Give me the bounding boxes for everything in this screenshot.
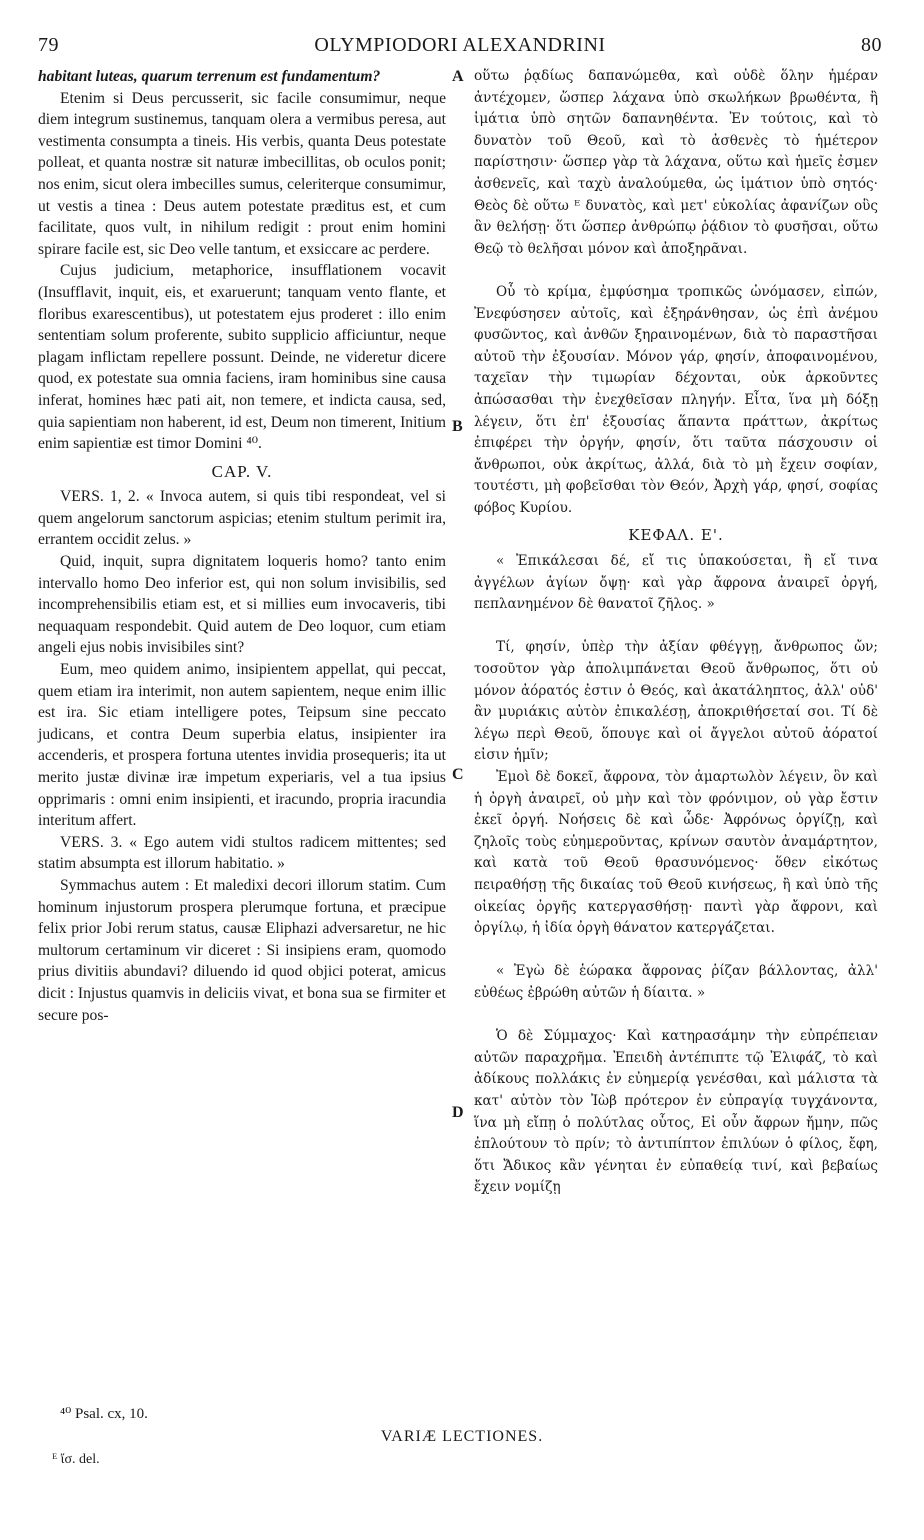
latin-paragraph-4: VERS. 1, 2. « Invoca autem, si quis tibi respondeat, vel si quem angelorum sanctorum aspicias; etenim stultum perimit ira, errantem occidit zelus. »: [38, 488, 446, 549]
footnote: ⁴⁰ Psal. cx, 10.: [60, 1406, 148, 1422]
greek-paragraph-1: Οὗ τὸ κρίμα, ἐμφύσημα τροπικῶς ὠνόμασεν, εἰπών, Ἐνεφύσησεν αὐτοῖς, καὶ ἐξηράνθησαν, ὡς ἐπὶ ἀνέμου φυσῶντος, καὶ ἀνθῶν ξηραινομένων, διὰ τὸ παραστῆσαι αὐτοῦ τὴν ἐξουσίαν. Μόνον γάρ, φησίν, ἀποφαινομένου, ταχεῖαν τὴν τιμωρίαν δέχονται, οὐκ ἀρκοῦντες ἀπώσασθαι τὴν ἐνεχθεῖσαν πληγήν. Εἶτα, ἵνα μὴ δόξῃ λέγειν, ὅτι ἐπ' ἐξουσίας ἅπαντα πράττων, ἀκρίτως ἐπιφέρει τὴν ὀργήν, φησίν, ὅτι ταῦτα πάσχουσιν οἱ ἄνθρωποι, οὐκ ἀκρίτως, ἀλλά, διὰ τὸ μὴ ἔχειν σοφίαν, τουτέστι, μὴ φοβεῖσθαι τὸν Θεόν, Ἀρχὴ γάρ, φησί, σοφίας φόβος Κυρίου.: [474, 283, 878, 516]
spacer: [474, 616, 878, 638]
greek-chapter-heading: ΚΕΦΑΛ. Ε'.: [628, 526, 724, 545]
greek-column: [474, 66, 878, 1199]
latin-chapter-heading: CAP. V.: [211, 461, 273, 481]
variant-note: ᴱ ἴσ. del.: [52, 1452, 100, 1467]
greek-paragraph-0: οὕτω ῥᾳδίως δαπανώμεθα, καὶ οὐδὲ ὅλην ἡμέραν ἀντέχομεν, ὥσπερ λάχανα ὑπὸ σκωλήκων βρωθέντα, ἢ ἱμάτια ὑπὸ σητῶν δαπανηθέντα. Ἐν τούτοις, καὶ τὸ δυνατὸν τοῦ Θεοῦ, καὶ τὸ ἀσθενὲς τὸ ἡμέτερον παρίστησιν· ὥσπερ γὰρ τὰ λάχανα, οὕτω καὶ ἡμεῖς ἐσμεν ἀσθενεῖς, καὶ ταχὺ ἀναλούμεθα, ὡς ἱμάτιον ὑπὸ σητός· Θεὸς δὲ οὕτω ᴱ δυνατὸς, καὶ μετ' εὐκολίας ἀφανίζων οὓς ἂν θελήσῃ· ὅτι ὥσπερ ἀνθρώπῳ ῥᾴδιον τὸ φυσῆσαι, οὕτω Θεῷ τὸ θελῆσαι μόνον καὶ ἀποξηρᾶναι.: [474, 68, 878, 257]
latin-paragraph-0: habitant luteas, quarum terrenum est fundamentum?: [38, 68, 381, 85]
spacer: [474, 940, 878, 962]
latin-column: [38, 66, 446, 1026]
spacer: [474, 260, 878, 282]
margin-letter-c: C: [452, 766, 464, 783]
margin-letter-d: D: [452, 1104, 464, 1121]
greek-paragraph-7: Ὁ δὲ Σύμμαχος· Καὶ κατηρασάμην τὴν εὐπρέπειαν αὐτῶν παραχρῆμα. Ἐπειδὴ ἀντέπιπτε τῷ Ἐλιφάζ, τὸ καὶ ἀδίκους πολλάκις ἐν εὐημερίᾳ γενέσθαι, καὶ μάλιστα τὰ κατ' αὐτὸν τὸν Ἰὼβ πρότερον ἐν εὐπραγίᾳ τυγχάνοντα, ἵνα μὴ εἴπῃ ὁ πολύτλας οὗτος, Εἰ οὖν ἄφρων ἤμην, πῶς ἐπλούτουν τὸ πρίν; τὸ ἀντιπίπτον ἐπιλύων ὁ φίλος, ἔφη, ὅτι Ἄδικος κἂν γένηται ἐν εὐπαθείᾳ τινί, καὶ βεβαίως ἔχειν νομίζῃ: [474, 1028, 878, 1196]
variae-lectiones-heading: VARIÆ LECTIONES.: [380, 1428, 544, 1445]
running-header: [38, 34, 882, 62]
spacer: [474, 1005, 878, 1027]
latin-paragraph-8: Symmachus autem : Et maledixi decori illorum statim. Cum hominum injustorum prospera plerumque fortuna, et præcipue felix prior Jobi rerum status, causæ Eliphazi adversaretur, ne hic multorum certaminum vir diceret : Si insipiens eram, quomodo prius divitiis abundavi? diluendo id quod objici poterat, amicus dicit : Injustus quamvis in deliciis vivat, et bona sua se firmiter et secure pos-: [38, 876, 446, 1024]
margin-letter-b: B: [452, 418, 463, 435]
greek-paragraph-5: Ἐμοὶ δὲ δοκεῖ, ἄφρονα, τὸν ἁμαρτωλὸν λέγειν, ὃν καὶ ἡ ὀργὴ ἀναιρεῖ, οὐ μὴν καὶ τὸν φρόνιμον, οὐ γὰρ ἔστιν ἐκεῖ ὀργή. Νοήσεις δὲ καὶ ὧδε· Ἀφρόνως ὀργίζῃ, καὶ ζηλοῖς τοὺς εὐημεροῦντας, κρίνων σαυτὸν ἀναμάρτητον, καὶ κατὰ τοῦ Θεοῦ θρασυνόμενος· ὅθεν εἰκότως πειραθήσῃ τῆς δικαίας τοῦ Θεοῦ κινήσεως, ἢ καὶ ὑπὸ τῆς οἰκείας ὀργῆς κατεργασθήσῃ· παντὶ γὰρ ἄφρονι, καὶ ὀργίλῳ, ἡ ἰδία ὀργὴ θάνατον κατεργάζεται.: [474, 769, 878, 937]
latin-paragraph-1: Etenim si Deus percusserit, sic facile consumimur, neque diem integrum sustinemus, tanquam olera a vermibus peresa, aut vestimenta consumpta a tineis. His verbis, quanta Deus potestate polleat, et quanta nostræ sit naturæ imbecillitas, ob oculos ponit; nos enim, sicut olera imbecilles sumus, celeriterque consumimur, ut vestis a tinea : Deus autem potestate præditus est, et cum facilitate, quos vult, in nihilum redigit : prout enim homini spirare facile est, sic Deo velle tantum, et exsiccare ac perdere.: [38, 89, 446, 258]
running-title: OLYMPIODORI ALEXANDRINI: [314, 34, 606, 56]
latin-paragraph-5: Quid, inquit, supra dignitatem loqueris homo? tanto enim intervallo homo Deo inferior est, qui non solum invisibilis, sed incomprehensibilis etiam est, et si millies eum invocaveris, tibi nequaquam respondebit. Quid autem de Deo loquor, cum etiam angeli ejus nobis invisibiles sint?: [38, 553, 446, 657]
latin-paragraph-6: Eum, meo quidem animo, insipientem appellat, qui peccat, quem etiam ira interimit, non autem sapientem, neque enim illic est ira. Sic etiam intelligere potes, Teipsum sine peccato judicans, et contra Deum superbia elatus, insipienter ira accenderis, et prospera fortuna utentes invidia prosequeris; ita ut merito justæ divinæ iræ impetum experiaris, vel a tua ipsius opprimaris : omni enim insipienti, et iracundo, propria iracundia interitum affert.: [38, 661, 446, 830]
latin-paragraph-2: Cujus judicium, metaphorice, insufflationem vocavit (Insufflavit, inquit, eis, et exaruerunt; tanquam vento flante, et floribus exarescentibus), ut potestatem ejus proderet : illo enim sententiam solum proferente, subito supplicio afficiuntur, neque plagam inflictam repellere possunt. Deinde, ne videretur dicere quod, ex potestate sua omnia faciens, iram hominibus sine causa inferat, homines hæc pati ait, non temere, et indicta causa, sed, quia sapientiam non haberent, id est, Deum non timerent, Initium enim sapientiæ est timor Domini ⁴⁰.: [38, 262, 446, 453]
latin-paragraph-7: VERS. 3. « Ego autem vidi stultos radicem mittentes; sed statim absumpta est illorum habitatio. »: [38, 833, 446, 873]
page-number-left: 79: [38, 34, 59, 56]
margin-letter-a: A: [452, 68, 464, 85]
greek-paragraph-3: « Ἐπικάλεσαι δέ, εἴ τις ὑπακούσεται, ἢ εἴ τινα ἀγγέλων ἁγίων ὄψῃ· καὶ γὰρ ἄφρονα ἀναιρεῖ ὀργή, πεπλανημένον δὲ θανατοῖ ζῆλος. »: [474, 553, 878, 613]
greek-paragraph-4: Τί, φησίν, ὑπὲρ τὴν ἀξίαν φθέγγῃ, ἄνθρωπος ὤν; τοσοῦτον γὰρ ἀπολιμπάνεται Θεοῦ ἄνθρωπος, ὅτι οὐ μόνον ἀόρατός ἐστιν ὁ Θεός, καὶ ἀκατάληπτος, ἀλλ' οὐδ' ἂν μυριάκις αὐτὸν ἐπικαλέσῃ, ἀποκριθήσεταί σοι. Τί δὲ λέγω περὶ Θεοῦ, ὅπουγε καὶ οἱ ἄγγελοι αὐτοῦ ἀόρατοί εἰσιν ἡμῖν;: [474, 639, 878, 764]
greek-paragraph-6: « Ἐγὼ δὲ ἑώρακα ἄφρονας ῥίζαν βάλλοντας, ἀλλ' εὐθέως ἐβρώθη αὐτῶν ἡ δίαιτα. »: [474, 963, 878, 1001]
page-number-right: 80: [861, 34, 882, 56]
